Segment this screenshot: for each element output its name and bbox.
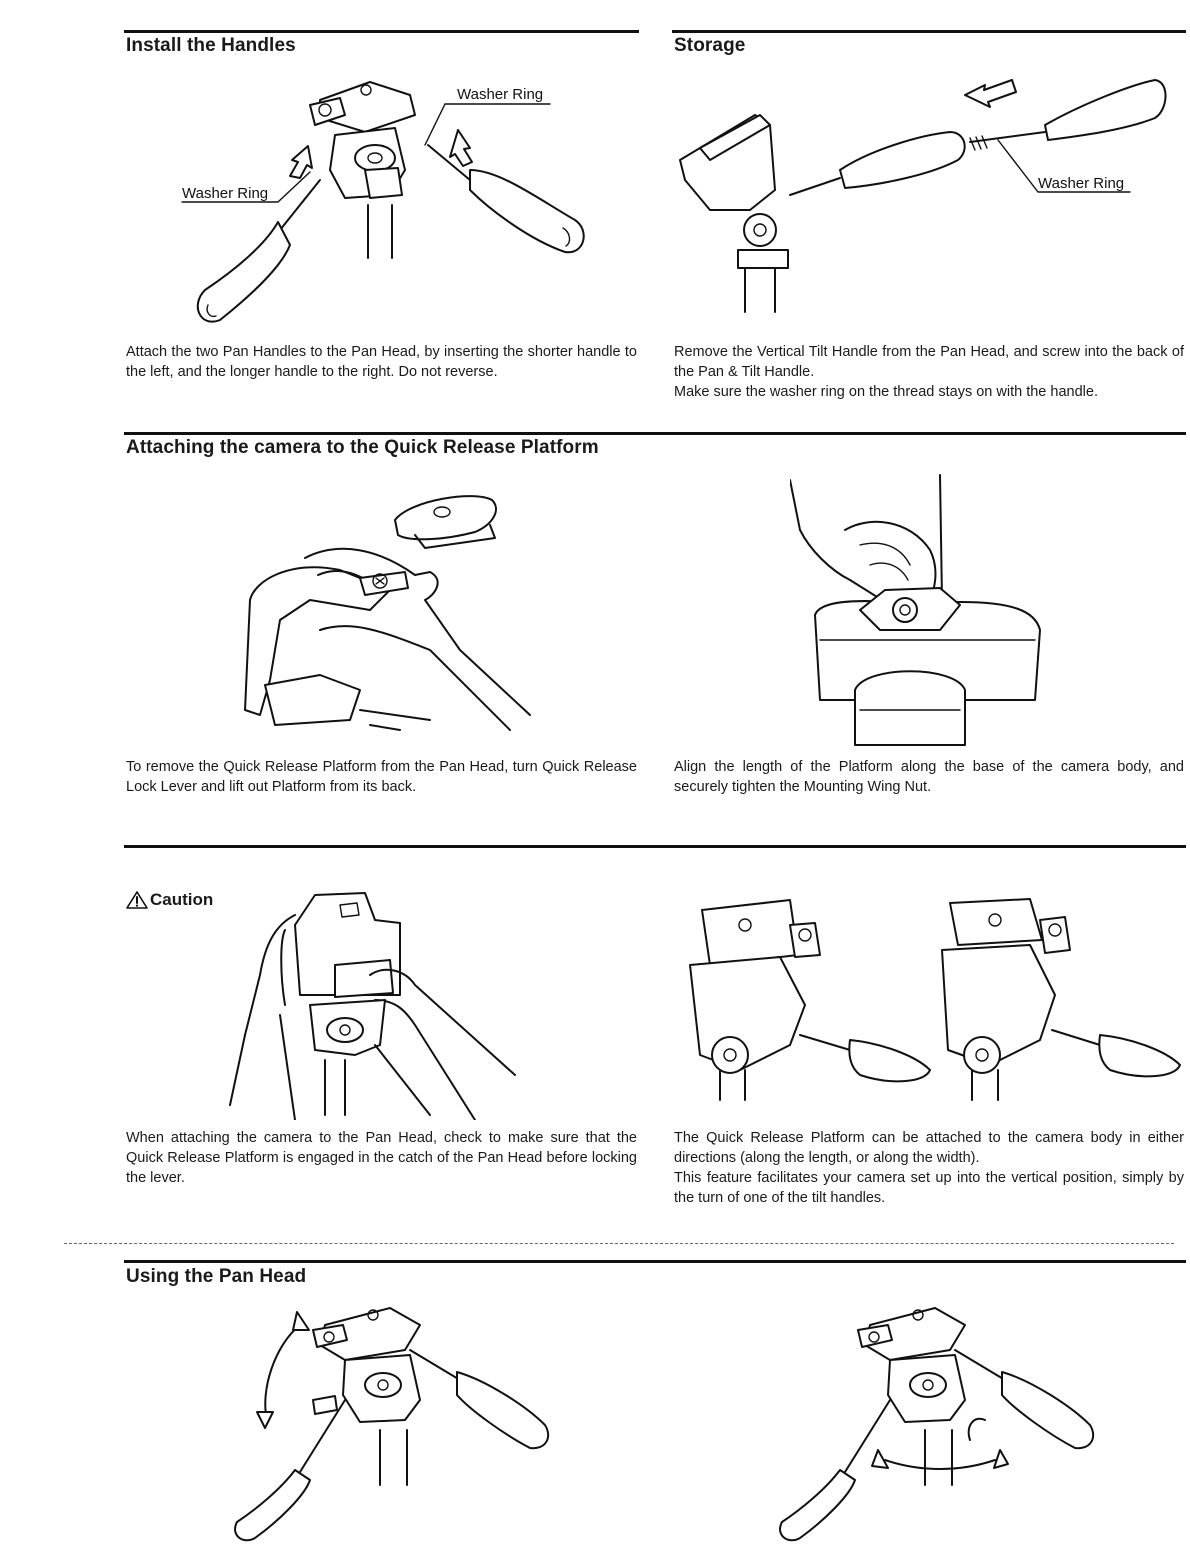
storage-illustration <box>670 70 1170 320</box>
storage-heading: Storage <box>674 35 746 56</box>
pan-head-rule <box>124 1260 1186 1263</box>
install-handles-illustration <box>170 70 590 335</box>
storage-rule <box>672 30 1186 33</box>
warning-triangle-icon <box>126 890 148 910</box>
caution-text-right <box>674 1128 1184 1208</box>
caution-label: Caution <box>150 890 214 909</box>
remove-platform-illustration <box>230 480 560 740</box>
caution-rule <box>124 845 1186 848</box>
washer-ring-label-right: Washer Ring <box>457 86 544 103</box>
caution-heading <box>126 890 213 910</box>
storage-text-2: Make sure the washer ring on the thread stays on with the handle. <box>674 384 1098 400</box>
storage-washer-ring-label: Washer Ring <box>1038 175 1125 192</box>
caution-text-right-2: This feature facilitates your camera set up into the vertical position, simply by the turn of one of the tilt handles. <box>674 1170 1184 1206</box>
tilt-motion-illustration <box>225 1300 565 1545</box>
dashed-separator <box>64 1243 1174 1244</box>
platform-orientations-illustration <box>680 895 1190 1110</box>
pan-head-heading: Using the Pan Head <box>126 1266 307 1287</box>
attaching-rule <box>124 432 1186 435</box>
caution-text-left: When attaching the camera to the Pan Head, check to make sure that the Quick Release Platform is engaged in the catch of the Pan Head before locking the lever. <box>126 1130 637 1186</box>
attaching-text-left: To remove the Quick Release Platform from the Pan Head, turn Quick Release Lock Lever and lift out Platform from its back. <box>126 759 637 795</box>
attaching-heading: Attaching the camera to the Quick Release Platform <box>126 437 599 458</box>
attaching-text-right: Align the length of the Platform along the base of the camera body, and securely tighten the Mounting Wing Nut. <box>674 759 1184 795</box>
install-rule <box>124 30 639 33</box>
tighten-wing-nut-illustration <box>790 470 1060 750</box>
install-heading: Install the Handles <box>126 35 296 56</box>
pan-rotation-illustration <box>770 1300 1110 1545</box>
caution-text-right-1: The Quick Release Platform can be attached to the camera body in either directions (along the length, or along the width). <box>674 1130 1184 1166</box>
install-text: Attach the two Pan Handles to the Pan Head, by inserting the shorter handle to the left, and the longer handle to the right. Do not reverse. <box>126 344 637 380</box>
washer-ring-label-left: Washer Ring <box>182 185 269 202</box>
camera-on-pan-head-illustration <box>225 885 525 1120</box>
storage-text <box>674 342 1184 402</box>
storage-text-1: Remove the Vertical Tilt Handle from the Pan Head, and screw into the back of the Pan & Tilt Handle. <box>674 344 1184 380</box>
